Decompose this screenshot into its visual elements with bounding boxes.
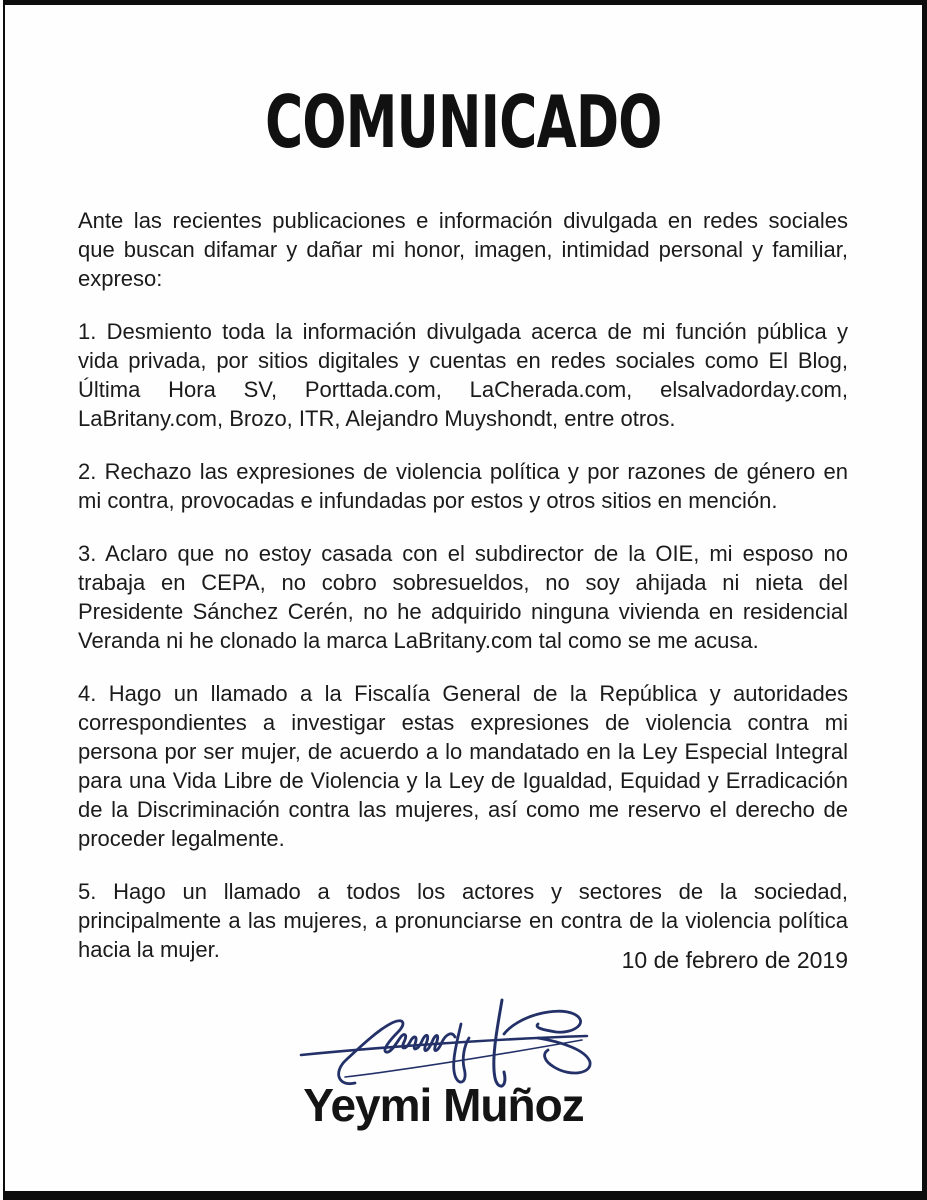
intro-paragraph: Ante las recientes publicaciones e información divulgada en redes sociales que buscan difamar y dañar mi honor, imagen, intimidad personal y familiar, expreso: (78, 208, 848, 292)
statement-item-2: 2. Rechazo las expresiones de violencia política y por razones de género en mi contra, provocadas e infundadas por estos y otros sitios en mención. (78, 459, 848, 514)
document-title-text: COMUNICADO (264, 80, 662, 164)
signatory-name: Yeymi Muñoz (303, 1079, 584, 1131)
handwritten-signature-icon (293, 994, 608, 1089)
statement-item-5: 5. Hago un llamado a todos los actores y sectores de la sociedad, principalmente a las mujeres, a pronunciarse en contra de la violencia política hacia la mujer. (78, 879, 848, 963)
statement-item-3: 3. Aclaro que no estoy casada con el subdirector de la OIE, mi esposo no trabaja en CEPA, no cobro sobresueldos, no soy ahijada ni nieta del Presidente Sánchez Cerén, no he adquirido ninguna vivienda en residencial Veranda ni he clonado la marca LaBritany.com tal como se me acusa. (78, 541, 848, 654)
document-date: 10 de febrero de 2019 (621, 947, 848, 973)
signature-icon (293, 994, 608, 1089)
document-title (78, 80, 848, 164)
statement-item-4: 4. Hago un llamado a la Fiscalía General de la República y autoridades correspondientes a investigar estas expresiones de violencia contra mi persona por ser mujer, de acuerdo a lo mandatado en la Ley Especial Integral para una Vida Libre de Violencia y la Ley de Igualdad, Equidad y Erradicación de la Discriminación contra las mujeres, así como me reservo el derecho de proceder legalmente. (78, 681, 848, 852)
statement-item-1: 1. Desmiento toda la información divulgada acerca de mi función pública y vida privada, por sitios digitales y cuentas en redes sociales como El Blog, Última Hora SV, Porttada.com, LaCherada.com, elsalvadorday.com, LaBritany.com, Brozo, ITR, Alejandro Muyshondt, entre otros. (78, 319, 848, 432)
